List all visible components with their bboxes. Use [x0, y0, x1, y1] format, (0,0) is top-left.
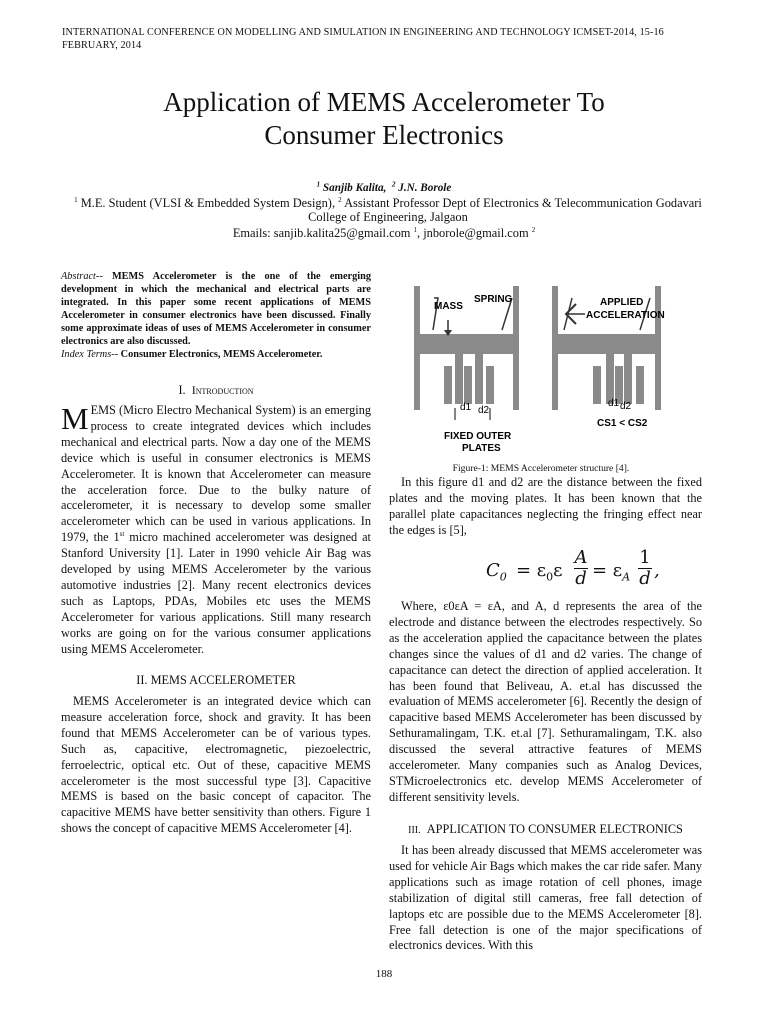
index-terms-text: Consumer Electronics, MEMS Accelerometer.: [118, 349, 323, 360]
section-2-heading: II. MEMS ACCELEROMETER: [136, 673, 296, 687]
affil-line-2: College of Engineering, Jalgaon: [308, 210, 468, 224]
section-3-paragraph: It has been already discussed that MEMS accelerometer was used for vehicle Air Bags which makes the car ride safer. Many applications such as image rotation of cell phones, image stabilization of digital still cameras, free fall detection of laptops etc are possible due to the MEMS Accelerometer [8]. Free fall detection is one of the major specifications of electronics devices. With this: [389, 843, 702, 953]
eq-frac2-num: 1: [639, 547, 651, 568]
section-3-body: [389, 843, 702, 954]
affil-text-1: M.E. Student (VLSI & Embedded System Design),: [77, 196, 336, 210]
affil-text-2: Assistant Professor Dept of Electronics & Telecommunication Godavari: [341, 196, 702, 210]
eq-frac2-den: d: [639, 568, 651, 589]
authors: [40, 182, 728, 194]
left-moving-plate-2: [475, 354, 483, 404]
section-1-heading: [61, 383, 371, 398]
conference-header: INTERNATIONAL CONFERENCE ON MODELLING AND SIMULATION IN ENGINEERING AND TECHNOLOGY ICMSET-2014, 15-16 FEBRUARY, 2014: [62, 27, 664, 51]
affiliation: [58, 196, 718, 224]
label-plates: PLATES: [462, 443, 501, 454]
label-fixed-outer: FIXED OUTER: [444, 431, 512, 442]
label-spring: SPRING: [474, 294, 513, 305]
dropcap: M: [61, 401, 89, 436]
emails: [40, 226, 728, 241]
section-2-body: [61, 694, 371, 837]
left-fixed-plate-1: [444, 366, 452, 404]
capacitance-equation: $C_0$ = $\varepsilon_0\varepsilon$ $\frac{A}{d}$ = $\varepsilon_A$ $\frac{1}{d}$ ,: [486, 547, 660, 589]
section-3-title: APPLICATION TO CONSUMER ELECTRONICS: [426, 822, 683, 836]
label-d1: d1: [460, 402, 472, 413]
left-fixed-plate-3: [486, 366, 494, 404]
right-moving-plate-1: [606, 354, 614, 404]
author1-name: Sanjib Kalita,: [320, 182, 387, 194]
emails-sup-2: 2: [531, 225, 536, 234]
eq-sub-0: 0: [499, 570, 507, 584]
right-paragraph-2: [389, 599, 702, 806]
section-1-body: [61, 403, 371, 658]
section-1-title: Introduction: [191, 383, 254, 397]
eq-comma: ,: [654, 560, 660, 581]
abstract-label: Abstract--: [61, 271, 103, 282]
intro-text-a: EMS (Micro Electro Mechanical System) is an emerging process to create integrated devices which includes mechanical and electrical parts. Now a day one of the MEMS device which is useful in consumer electronics is MEMS Accelerometer. It is known that Accelerometer can measure the acceleration force. Due to the bulky nature of accelerometer, it is necessary to develop some smaller accelerometer which can be used in various applications. In 1979, the 1: [61, 403, 371, 545]
label-d2: d2: [478, 405, 490, 416]
left-fixed-plate-2: [464, 366, 472, 404]
author1-sup: 1: [316, 180, 321, 189]
author2-sup: 2: [391, 180, 396, 189]
figure-1-diagram: [400, 282, 682, 458]
eq-eq1: = ε: [516, 560, 547, 581]
eq-frac1: [574, 548, 588, 589]
eq-frac1-num: A: [574, 547, 588, 568]
equation-discussion: Where, ε0εA = εA, and A, d represents the area of the electrode and distance between the electrodes respectively. So as the acceleration applied the capacitance between the plates changes since the values of d1 and d2 varies. The change of capacitance can detect the direction of applied acceleration. It has been found that Beliveau, A. et.al has discussed the evaluation of MEMS accelerometer [6]. Recently the design of capacitive based MEMS Accelerometer has been discussed by Sethuramalingam, T.K. et.al [7]. Sethuramalingam, T.K. also discussed the several attractive features of MEMS accelerometer. Many companies such as Analog Devices, STMicroelectronics etc. develop MEMS Accelerometer of different sensitivity levels.: [389, 599, 702, 804]
right-fixed-plate-1: [593, 366, 601, 404]
section-3-heading: [389, 822, 702, 837]
index-terms-label: Index Terms--: [61, 349, 119, 360]
label-mass: MASS: [434, 301, 463, 312]
emails-prefix: Emails: sanjib.kalita25@gmail.com: [232, 226, 414, 240]
eq-eq2: = ε: [592, 560, 623, 581]
affil-sup-2: 2: [338, 195, 342, 204]
title-line-1: Application of MEMS Accelerometer To: [163, 87, 605, 117]
label-d1-right: d1: [608, 398, 620, 409]
section-2-paragraph: MEMS Accelerometer is an integrated device which can measure acceleration force, shock and gravity. It has been found that MEMS Accelerometer can be of various types. Such as, capacitive, electromagnetic, piezoelectric, ferroelectric, optical etc. Out of these, capacitive MEMS accelerometer is the most successful type [3]. Capacitive MEMS is based on the basic concept of capacitor. The capacitive MEMS have better sensitivity than others. Figure 1 shows the concept of capacitive MEMS Accelerometer [4].: [61, 694, 371, 836]
title-line-2: Consumer Electronics: [264, 120, 504, 150]
label-cs: CS1 < CS2: [597, 418, 648, 429]
label-applied: APPLIED: [600, 297, 644, 308]
abstract: [61, 270, 371, 361]
left-moving-plate-1: [455, 354, 463, 404]
author2-name: J.N. Borole: [395, 182, 452, 194]
section-1-number: I.: [178, 383, 186, 397]
figure-1-caption: Figure-1: MEMS Accelerometer structure [4].: [452, 463, 630, 474]
figure-discussion: In this figure d1 and d2 are the distance between the fixed plates and the moving plates. It has been known that the parallel plate capacitances neglecting the fringing effect near the edges is [5],: [389, 475, 702, 537]
left-proof-mass: [418, 334, 516, 354]
label-d2-right: d2: [620, 401, 632, 412]
eq-frac2: [638, 548, 652, 589]
right-proof-mass: [556, 334, 659, 354]
eq-eps: ε: [553, 560, 563, 581]
emails-sup-1: 1: [413, 225, 418, 234]
right-paragraph-1: [389, 475, 702, 539]
page-number: 188: [375, 968, 393, 980]
right-fixed-plate-3: [636, 366, 644, 404]
emails-mid: , jnborole@gmail.com: [417, 226, 532, 240]
paper-title: [40, 86, 728, 152]
intro-text-b: micro machined accelerometer was designed at Stanford University [1]. Later in 1990 vehicle Air Bag was developed by using MEMS Accelerometer by the various automotive industries [2]. Many recent electronics devices such as Laptops, PDAs, Mobiles etc uses the MEMS Accelerometer for various applications. Still many research works are going on for the various consumer applications using MEMS Accelerometer.: [61, 530, 371, 656]
section-3-number: III.: [408, 825, 421, 836]
intro-sup: st: [119, 530, 125, 539]
eq-frac1-den: d: [575, 568, 587, 589]
eq-sub-a: A: [622, 570, 631, 584]
abstract-text: MEMS Accelerometer is the one of the emerging development in which the mechanical and electrical parts are integrated. In this paper some recent applications of MEMS Accelerometer in consumer electronics have been discussed. Finally some approximate ideas of uses of MEMS Accelerometer in consumer electronics are also discussed.: [61, 271, 371, 347]
affil-sup-1: 1: [74, 195, 78, 204]
right-moving-plate-2: [624, 354, 632, 404]
eq-lhs: C: [486, 560, 500, 581]
label-acceleration: ACCELERATION: [586, 310, 665, 321]
